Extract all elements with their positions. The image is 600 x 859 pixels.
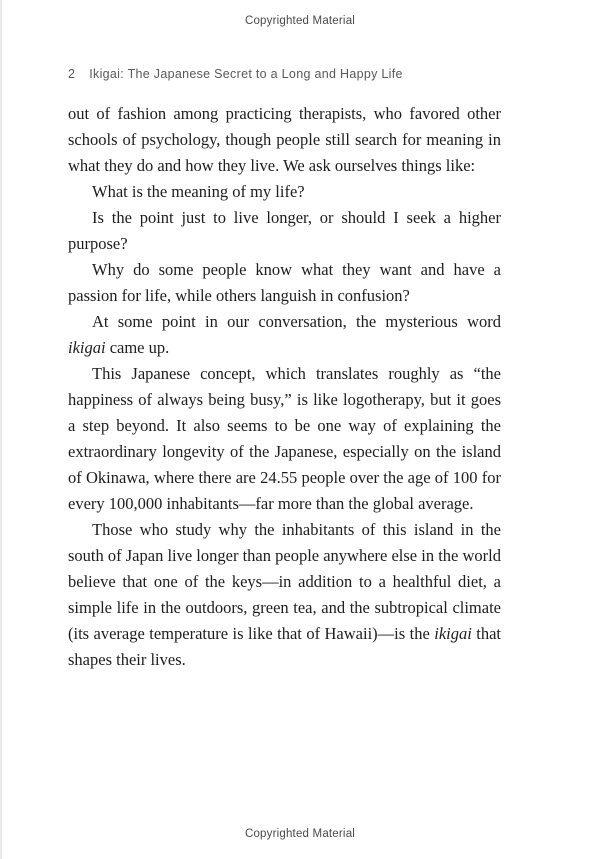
text-segment: out of fashion among practicing therapists, who favored other schools of psychology, though people still search for meaning in what they do and how they live. We ask ourselves things like:: [68, 104, 501, 175]
text-segment: Is the point just to live longer, or should I seek a higher purpose?: [68, 208, 501, 253]
copyright-notice-top: Copyrighted Material: [244, 15, 356, 27]
body-text: [68, 101, 501, 673]
paragraph: [68, 179, 501, 205]
text-segment: that shapes their lives.: [68, 624, 502, 669]
text-segment: What is the meaning of my life?: [92, 182, 305, 201]
text-segment: Those who study why the inhabitants of this island in the south of Japan live longer than people anywhere else in the world believe that one of the keys—in addition to a healthful diet, a simple life in the outdoors, green tea, and the subtropical climate (its average temperature is like that of Hawaii)—is the: [68, 520, 501, 643]
text-segment: This Japanese concept, which translates roughly as “the happiness of always being busy,” is like logotherapy, but it goes a step beyond. It also seems to be one way of explaining the extraordinary longevity of the Japanese, especially on the island of Okinawa, where there are 24.55 people over the age of 100 for every 100,000 inhabitants—far more than the global average.: [68, 364, 501, 513]
text-segment: came up.: [105, 338, 170, 357]
text-segment: Why do some people know what they want and have a passion for life, while others languish in confusion?: [68, 260, 501, 305]
paragraph: [68, 205, 501, 257]
italic-text: ikigai: [434, 624, 472, 643]
page-number: 2: [68, 67, 76, 81]
paragraph: [68, 101, 501, 179]
running-header-title: Ikigai: The Japanese Secret to a Long and Happy Life: [89, 67, 403, 81]
paragraph: [68, 361, 501, 517]
copyright-notice-bottom: Copyrighted Material: [244, 828, 356, 840]
running-header: [68, 67, 508, 81]
paragraph: [68, 309, 501, 361]
paragraph: [68, 517, 501, 673]
text-segment: At some point in our conversation, the mysterious word: [92, 312, 501, 331]
paragraph: [68, 257, 501, 309]
italic-text: ikigai: [68, 338, 106, 357]
